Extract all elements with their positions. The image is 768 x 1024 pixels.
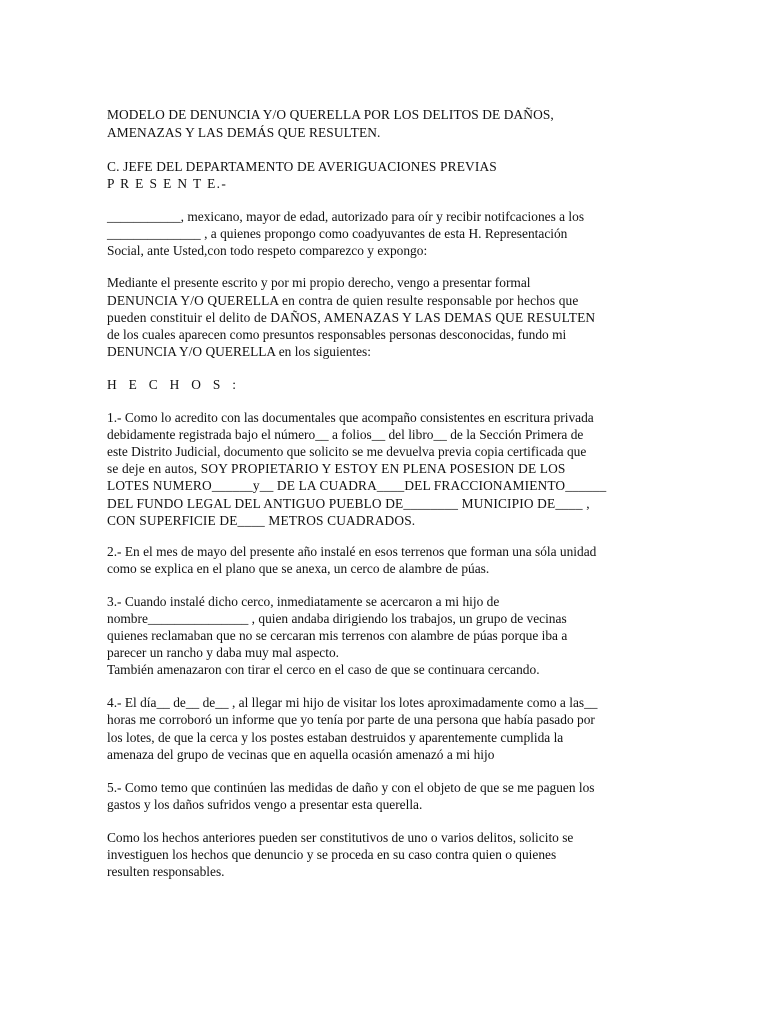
fact-1-line: DEL FUNDO LEGAL DEL ANTIGUO PUEBLO DE________ MUNICIPIO DE____ ,	[107, 495, 590, 511]
statement-line: de los cuales aparecen como presuntos responsables personas desconocidas, fundo mi	[107, 326, 567, 342]
fact-2	[107, 543, 667, 577]
fact-3-line: quienes reclamaban que no se cercaran mis terrenos con alambre de púas porque iba a	[107, 628, 568, 644]
fact-5-line: gastos y los daños sufridos vengo a presentar esta querella.	[107, 796, 423, 812]
fact-3-line: nombre_______________ , quien andaba dirigiendo los trabajos, un grupo de vecinas	[107, 610, 567, 626]
statement-line: DENUNCIA Y/O QUERELLA en los siguientes:	[107, 343, 371, 359]
fact-1-line: este Distrito Judicial, documento que solicito se me devuelva previa copia certificada que	[107, 444, 587, 460]
fact-1-line: se deje en autos, SOY PROPIETARIO Y ESTOY EN PLENA POSESION DE LOS	[107, 461, 566, 477]
fact-4-line: los lotes, de que la cerca y los postes estaban destruidos y aparentemente cumplida la	[107, 729, 564, 745]
fact-1	[107, 409, 667, 529]
facts-heading	[107, 376, 667, 393]
closing-line: investiguen los hechos que denuncio y se proceda en su caso contra quien o quienes	[107, 847, 557, 862]
fact-3-line: 3.- Cuando instalé dicho cerco, inmediatamente se acercaron a mi hijo de	[107, 593, 500, 609]
fact-1-line: 1.- Como lo acredito con las documentales que acompaño consistentes en escritura privada	[107, 410, 594, 426]
fact-5-line: 5.- Como temo que continúen las medidas de daño y con el objeto de que se me paguen los	[107, 779, 595, 795]
intro-line: ______________ , a quienes propongo como coadyuvantes de esta H. Representación	[107, 226, 568, 242]
statement-paragraph	[107, 274, 667, 359]
addressee-block	[107, 158, 667, 192]
fact-4	[107, 694, 667, 762]
addressee-line: C. JEFE DEL DEPARTAMENTO DE AVERIGUACIONES PREVIAS	[107, 159, 497, 174]
fact-1-line: debidamente registrada bajo el número__ a folios__ del libro__ de la Sección Primera de	[107, 427, 584, 443]
fact-1-line: CON SUPERFICIE DE____ METROS CUADRADOS.	[107, 512, 416, 528]
fact-3-line: También amenazaron con tirar el cerco en el caso de que se continuara cercando.	[107, 662, 540, 678]
closing-line: resulten responsables.	[107, 864, 225, 880]
title-line: MODELO DE DENUNCIA Y/O QUERELLA POR LOS DELITOS DE DAÑOS,	[107, 107, 554, 122]
statement-line: Mediante el presente escrito y por mi propio derecho, vengo a presentar formal	[107, 275, 531, 291]
fact-2-line: como se explica en el plano que se anexa, un cerco de alambre de púas.	[107, 560, 490, 576]
fact-5	[107, 779, 667, 813]
document-title	[107, 106, 667, 142]
facts-heading-text: H E C H O S :	[107, 376, 241, 392]
fact-4-line: horas me corroboró un informe que yo tenía por parte de una persona que había pasado por	[107, 712, 595, 728]
fact-4-line: amenaza del grupo de vecinas que en aquella ocasión amenazó a mi hijo	[107, 746, 495, 762]
statement-line: DENUNCIA Y/O QUERELLA en contra de quien resulte responsable por hechos que	[107, 292, 579, 308]
fact-2-line: 2.- En el mes de mayo del presente año instalé en esos terrenos que forman una sóla unidad	[107, 543, 597, 559]
statement-line: pueden constituir el delito de DAÑOS, AMENAZAS Y LAS DEMAS QUE RESULTEN	[107, 309, 596, 325]
title-line: AMENAZAS Y LAS DEMÁS QUE RESULTEN.	[107, 125, 381, 140]
closing-paragraph	[107, 829, 667, 880]
fact-3	[107, 593, 667, 678]
fact-4-line: 4.- El día__ de__ de__ , al llegar mi hijo de visitar los lotes aproximadamente como a las__	[107, 695, 598, 711]
intro-line: Social, ante Usted,con todo respeto comparezco y expongo:	[107, 243, 428, 259]
closing-line: Como los hechos anteriores pueden ser constitutivos de uno o varios delitos, solicito se	[107, 829, 574, 845]
document-body	[107, 106, 667, 880]
fact-3-line: parecer un rancho y daba muy mal aspecto.	[107, 645, 340, 661]
fact-1-line: LOTES NUMERO______y__ DE LA CUADRA____DEL FRACCIONAMIENTO______	[107, 478, 607, 494]
intro-line: ___________, mexicano, mayor de edad, autorizado para oír y recibir notifcaciones a los	[107, 209, 585, 225]
addressee-line: P R E S E N T E.-	[107, 176, 228, 192]
intro-paragraph	[107, 208, 667, 259]
